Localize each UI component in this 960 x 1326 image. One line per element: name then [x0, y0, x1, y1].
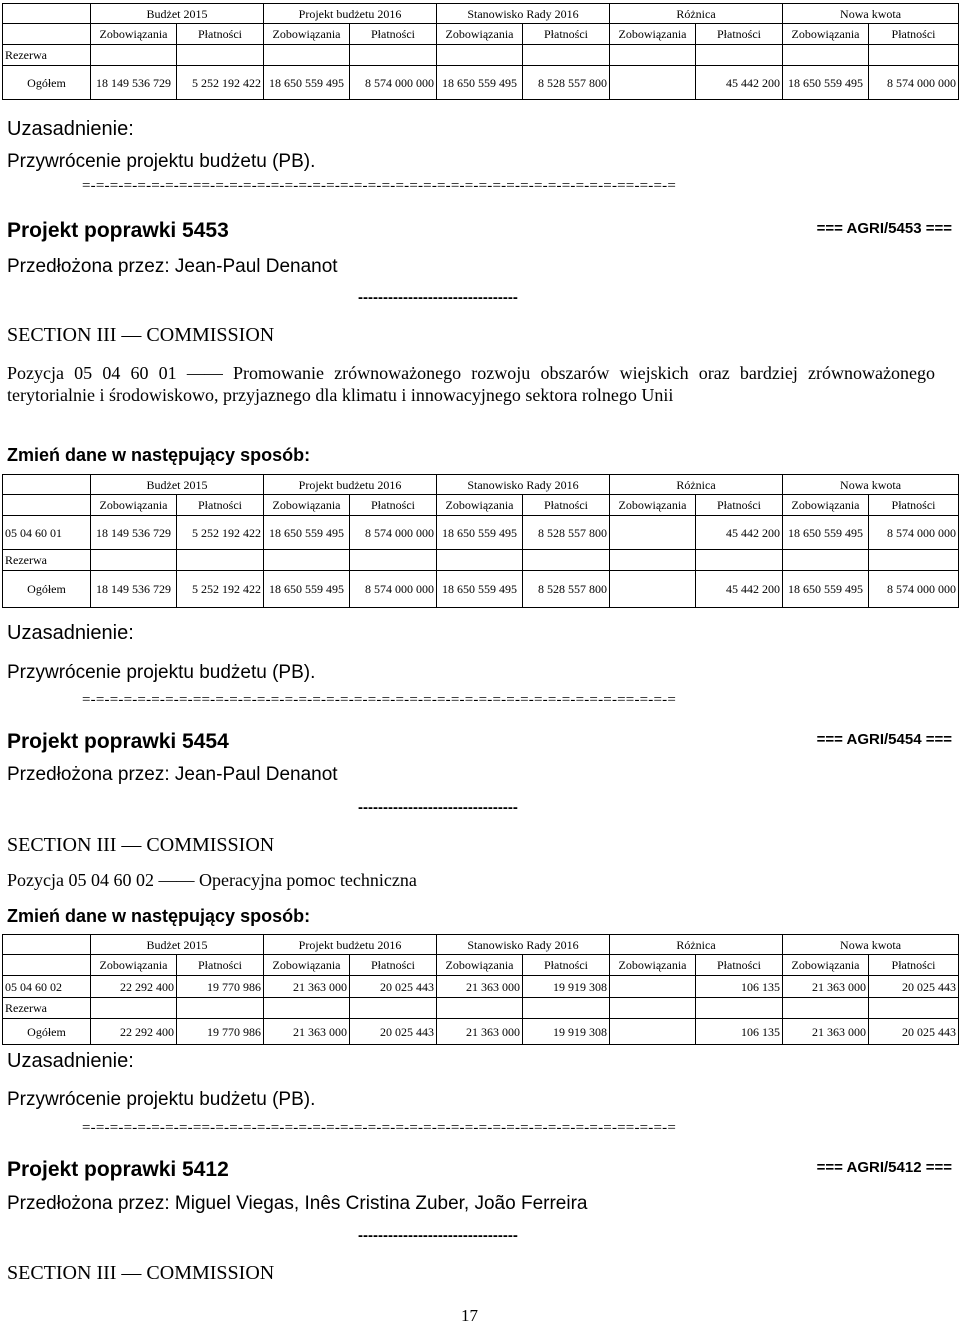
table-cell: 5 252 192 422 — [177, 516, 264, 550]
page-number: 17 — [461, 1306, 478, 1325]
budget-table-top — [2, 3, 959, 100]
table-cell — [610, 516, 696, 550]
amendment-code: === AGRI/5412 === — [816, 1159, 952, 1176]
table-cell: 8 574 000 000 — [350, 516, 437, 550]
sub-header: Zobowiązania — [91, 955, 177, 976]
row-label: Rezerwa — [3, 45, 91, 66]
table-cell: 18 650 559 495 — [264, 571, 350, 608]
sub-header: Płatności — [350, 24, 437, 45]
justification-heading: Uzasadnienie: — [7, 622, 134, 644]
amendment-title: Projekt poprawki 5412 — [7, 1158, 229, 1181]
table-row — [3, 516, 959, 550]
table-cell: 5 252 192 422 — [177, 571, 264, 608]
col-header: Projekt budżetu 2016 — [264, 935, 437, 955]
table-row — [3, 998, 959, 1019]
separator: =-=-=-=-=-=-=-=-==-=-=-=-=-=-=-=-=-=-=-=-=-=-=-=-=-=-=-=-=-=-=-=-=-=-=-=-=-=-==-=-=-= — [82, 1120, 677, 1136]
sub-header: Zobowiązania — [264, 24, 350, 45]
table-cell: 106 135 — [696, 1019, 783, 1045]
justification-text: Przywrócenie projektu budżetu (PB). — [7, 1089, 316, 1110]
change-heading: Zmień dane w następujący sposób: — [7, 445, 311, 465]
table-cell — [610, 976, 696, 998]
row-label: 05 04 60 02 — [3, 976, 91, 998]
table-cell: 8 574 000 000 — [350, 571, 437, 608]
col-header: Nowa kwota — [783, 475, 959, 495]
col-header: Różnica — [610, 4, 783, 24]
col-header: Różnica — [610, 475, 783, 495]
row-label: Rezerwa — [3, 998, 91, 1019]
col-header: Stanowisko Rady 2016 — [437, 475, 610, 495]
row-label: Ogółem — [3, 66, 91, 100]
table-cell: 21 363 000 — [437, 976, 523, 998]
table-cell: 20 025 443 — [869, 1019, 959, 1045]
table-cell: 45 442 200 — [696, 516, 783, 550]
section-heading: SECTION III — COMMISSION — [7, 834, 275, 856]
table-cell: 8 528 557 800 — [523, 516, 610, 550]
submitted-by: Przedłożona przez: Jean-Paul Denanot — [7, 764, 338, 785]
sub-header: Płatności — [869, 495, 959, 516]
sub-header: Zobowiązania — [783, 955, 869, 976]
table-cell: 18 650 559 495 — [264, 516, 350, 550]
budget-table-5453 — [2, 474, 959, 608]
dash-line: -------------------------------- — [358, 1227, 518, 1244]
table-cell: 19 919 308 — [523, 1019, 610, 1045]
col-header: Różnica — [610, 935, 783, 955]
dash-line: -------------------------------- — [358, 289, 518, 306]
sub-header: Płatności — [350, 495, 437, 516]
table-cell: 21 363 000 — [783, 976, 869, 998]
table-cell: 8 528 557 800 — [523, 571, 610, 608]
table-cell: 21 363 000 — [437, 1019, 523, 1045]
justification-heading: Uzasadnienie: — [7, 118, 134, 140]
table-cell: 22 292 400 — [91, 976, 177, 998]
separator: =-=-=-=-=-=-=-=-==-=-=-=-=-=-=-=-=-=-=-=-=-=-=-=-=-=-=-=-=-=-=-=-=-=-=-=-=-=-==-=-=-= — [82, 692, 677, 708]
sub-header: Zobowiązania — [610, 495, 696, 516]
table-cell: 20 025 443 — [350, 1019, 437, 1045]
sub-header: Zobowiązania — [264, 495, 350, 516]
table-cell: 21 363 000 — [264, 1019, 350, 1045]
sub-header: Zobowiązania — [783, 24, 869, 45]
section-heading: SECTION III — COMMISSION — [7, 324, 275, 346]
col-header: Nowa kwota — [783, 4, 959, 24]
table-cell: 8 574 000 000 — [869, 516, 959, 550]
row-label: 05 04 60 01 — [3, 516, 91, 550]
sub-header: Zobowiązania — [783, 495, 869, 516]
table-row — [3, 976, 959, 998]
col-header: Budżet 2015 — [91, 935, 264, 955]
table-cell: 45 442 200 — [696, 571, 783, 608]
sub-header: Płatności — [696, 24, 783, 45]
sub-header: Płatności — [523, 24, 610, 45]
submitted-by: Przedłożona przez: Jean-Paul Denanot — [7, 256, 338, 277]
justification-text: Przywrócenie projektu budżetu (PB). — [7, 662, 316, 683]
sub-header: Płatności — [869, 24, 959, 45]
sub-header: Płatności — [869, 955, 959, 976]
col-header: Budżet 2015 — [91, 475, 264, 495]
sub-header: Płatności — [350, 955, 437, 976]
budget-table-5454 — [2, 934, 959, 1045]
sub-header: Zobowiązania — [91, 495, 177, 516]
table-row — [3, 550, 959, 571]
table-cell: 18 650 559 495 — [783, 66, 869, 100]
table-cell: 21 363 000 — [783, 1019, 869, 1045]
table-row — [3, 66, 959, 100]
row-label: Ogółem — [3, 571, 91, 608]
col-header: Stanowisko Rady 2016 — [437, 935, 610, 955]
table-cell: 8 528 557 800 — [523, 66, 610, 100]
sub-header: Płatności — [523, 495, 610, 516]
table-cell: 18 650 559 495 — [437, 66, 523, 100]
sub-header: Zobowiązania — [610, 955, 696, 976]
table-cell: 18 149 536 729 — [91, 516, 177, 550]
col-header: Nowa kwota — [783, 935, 959, 955]
dash-line: -------------------------------- — [358, 799, 518, 816]
table-cell — [610, 1019, 696, 1045]
amendment-title: Projekt poprawki 5453 — [7, 219, 229, 242]
section-heading: SECTION III — COMMISSION — [7, 1262, 275, 1284]
col-header: Budżet 2015 — [91, 4, 264, 24]
amendment-code: === AGRI/5453 === — [816, 220, 952, 237]
justification-heading: Uzasadnienie: — [7, 1050, 134, 1072]
table-cell: 45 442 200 — [696, 66, 783, 100]
item-description: Pozycja 05 04 60 02 —— Operacyjna pomoc techniczna — [7, 870, 417, 890]
row-label: Rezerwa — [3, 550, 91, 571]
sub-header: Płatności — [696, 495, 783, 516]
table-cell — [610, 571, 696, 608]
row-label: Ogółem — [3, 1019, 91, 1045]
sub-header: Zobowiązania — [610, 24, 696, 45]
table-cell: 20 025 443 — [350, 976, 437, 998]
table-cell: 18 650 559 495 — [437, 571, 523, 608]
item-description: Pozycja 05 04 60 01 —— Promowanie zrównoważonego rozwoju obszarów wiejskich oraz bardziej zrównoważonego terytorialnie i środowiskowo, przyjaznego dla klimatu i innowacyjnego sektora rolnego Unii — [7, 363, 935, 405]
amendment-title: Projekt poprawki 5454 — [7, 730, 229, 753]
table-row — [3, 1019, 959, 1045]
sub-header: Płatności — [177, 495, 264, 516]
table-row — [3, 45, 959, 66]
sub-header: Zobowiązania — [91, 24, 177, 45]
table-cell: 5 252 192 422 — [177, 66, 264, 100]
table-cell: 18 650 559 495 — [783, 571, 869, 608]
sub-header: Płatności — [177, 24, 264, 45]
col-header: Projekt budżetu 2016 — [264, 475, 437, 495]
sub-header-row — [3, 24, 959, 45]
col-header: Stanowisko Rady 2016 — [437, 4, 610, 24]
sub-header: Zobowiązania — [437, 24, 523, 45]
table-cell: 106 135 — [696, 976, 783, 998]
table-cell: 18 149 536 729 — [91, 571, 177, 608]
justification-text: Przywrócenie projektu budżetu (PB). — [7, 151, 316, 172]
table-cell: 8 574 000 000 — [350, 66, 437, 100]
sub-header: Płatności — [523, 955, 610, 976]
table-cell: 8 574 000 000 — [869, 571, 959, 608]
table-row — [3, 571, 959, 608]
sub-header: Płatności — [696, 955, 783, 976]
table-cell: 18 650 559 495 — [264, 66, 350, 100]
table-cell: 19 770 986 — [177, 976, 264, 998]
table-cell: 19 919 308 — [523, 976, 610, 998]
table-cell — [610, 66, 696, 100]
table-cell: 21 363 000 — [264, 976, 350, 998]
table-cell: 8 574 000 000 — [869, 66, 959, 100]
change-heading: Zmień dane w następujący sposób: — [7, 906, 311, 926]
amendment-code: === AGRI/5454 === — [816, 731, 952, 748]
table-cell: 22 292 400 — [91, 1019, 177, 1045]
separator: =-=-=-=-=-=-=-=-==-=-=-=-=-=-=-=-=-=-=-=-=-=-=-=-=-=-=-=-=-=-=-=-=-=-=-=-=-=-==-=-=-= — [82, 178, 677, 194]
sub-header: Płatności — [177, 955, 264, 976]
table-cell: 18 149 536 729 — [91, 66, 177, 100]
table-cell: 18 650 559 495 — [783, 516, 869, 550]
submitted-by: Przedłożona przez: Miguel Viegas, Inês Cristina Zuber, João Ferreira — [7, 1193, 588, 1214]
table-cell: 19 770 986 — [177, 1019, 264, 1045]
table-cell: 18 650 559 495 — [437, 516, 523, 550]
sub-header: Zobowiązania — [437, 955, 523, 976]
col-header: Projekt budżetu 2016 — [264, 4, 437, 24]
sub-header: Zobowiązania — [437, 495, 523, 516]
sub-header: Zobowiązania — [264, 955, 350, 976]
table-cell: 20 025 443 — [869, 976, 959, 998]
